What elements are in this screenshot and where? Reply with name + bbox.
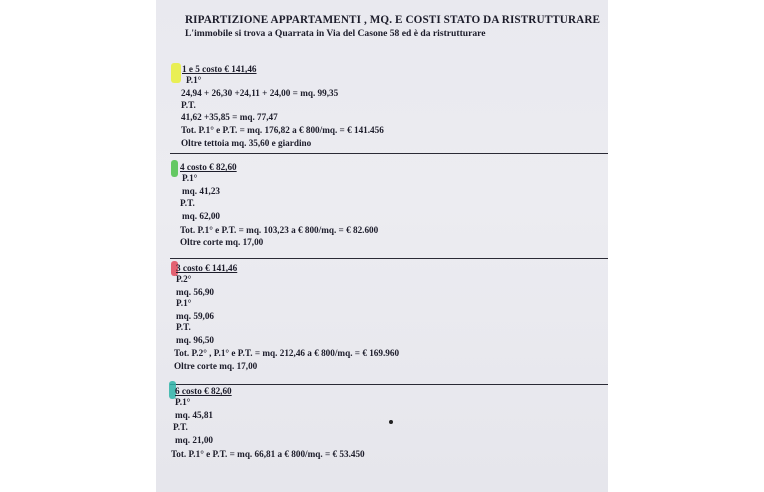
section-4-total: Tot. P.1° e P.T. = mq. 66,81 a € 800/mq. = € 53.450: [171, 449, 365, 459]
ink-dot: [389, 420, 393, 424]
section-4-line: mq. 21,00: [175, 435, 214, 445]
section-1-heading: 1 e 5 costo € 141,46: [182, 64, 257, 74]
section-2-total: Tot. P.1° e P.T. = mq. 103,23 a € 800/mq. = € 82.600: [180, 225, 379, 235]
section-1-line: P.T.: [181, 100, 196, 110]
highlighter-mark-yellow: [171, 63, 181, 83]
section-2-note: Oltre corte mq. 17,00: [180, 237, 264, 247]
section-2-heading: 4 costo € 82,60: [180, 162, 237, 172]
section-3-line: P.T.: [176, 322, 191, 332]
section-1-line: 41,62 +35,85 = mq. 77,47: [181, 112, 278, 122]
section-3-line: P.1°: [176, 298, 192, 308]
section-2-line: P.T.: [180, 198, 195, 208]
section-2-line: mq. 62,00: [182, 211, 221, 221]
highlighter-mark-green: [171, 160, 178, 177]
section-divider: [170, 258, 608, 259]
section-4-line: mq. 45,81: [175, 410, 214, 420]
section-3-note: Oltre corte mq. 17,00: [174, 361, 258, 371]
section-3-line: mq. 96,50: [176, 335, 215, 345]
section-4-line: P.T.: [173, 422, 188, 432]
section-3-line: P.2°: [176, 274, 192, 284]
section-2-line: P.1°: [182, 173, 198, 183]
document-title: RIPARTIZIONE APPARTAMENTI , MQ. E COSTI STATO DA RISTRUTTURARE: [185, 14, 601, 26]
document-sheet: [156, 0, 608, 492]
section-1-note: Oltre tettoia mq. 35,60 e giardino: [181, 138, 312, 148]
section-2-line: mq. 41,23: [182, 186, 221, 196]
document-subtitle: L'immobile si trova a Quarrata in Via del Casone 58 ed è da ristrutturare: [185, 28, 486, 39]
section-3-total: Tot. P.2° , P.1° e P.T. = mq. 212,46 a € 800/mq. = € 169.960: [174, 348, 400, 358]
section-3-line: mq. 59,06: [176, 311, 215, 321]
section-1-line: 24,94 + 26,30 +24,11 + 24,00 = mq. 99,35: [181, 88, 339, 98]
section-3-line: mq. 56,90: [176, 287, 215, 297]
section-4-line: P.1°: [175, 397, 191, 407]
section-3-heading: 3 costo € 141,46: [176, 263, 238, 273]
section-1-total: Tot. P.1° e P.T. = mq. 176,82 a € 800/mq. = € 141.456: [181, 125, 384, 135]
section-divider: [170, 153, 608, 154]
section-4-heading: 6 costo € 82,60: [175, 386, 232, 396]
section-divider: [170, 384, 608, 385]
section-1-line: P.1°: [186, 75, 202, 85]
